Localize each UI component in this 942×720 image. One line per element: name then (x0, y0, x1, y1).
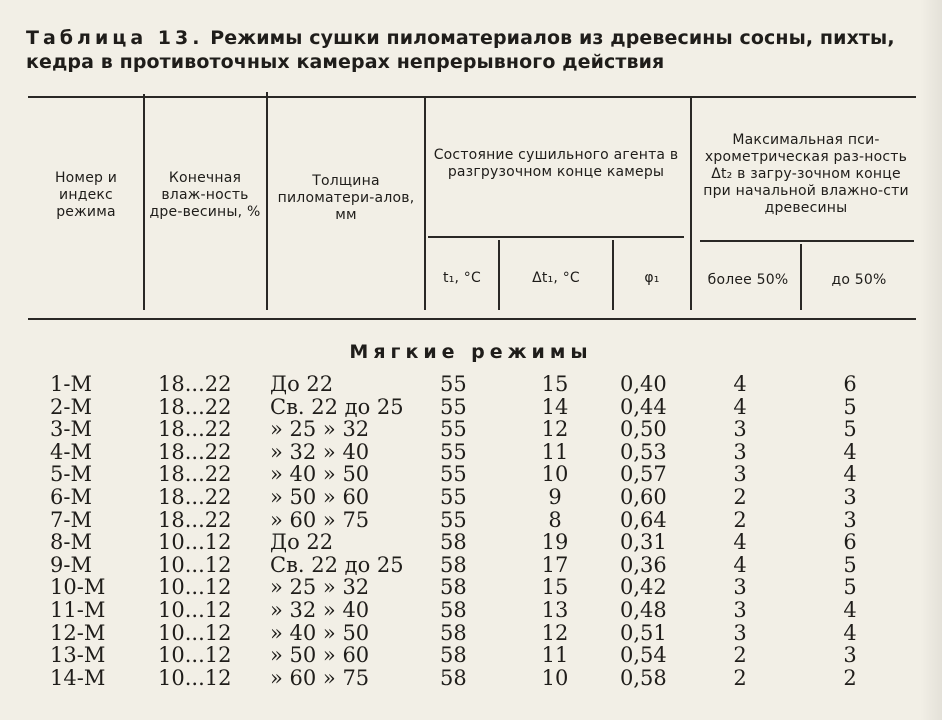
table-title-label: Таблица 13. (26, 27, 204, 49)
cell-regime: 8-М (50, 530, 92, 555)
cell-moisture: 18...22 (158, 394, 232, 419)
cell-regime: 10-М (50, 575, 106, 600)
cell-dt1: 10 (541, 665, 569, 690)
cell-phi: 0,31 (620, 530, 667, 555)
cell-regime: 1-М (50, 372, 92, 396)
cell-moisture: 10...12 (158, 643, 232, 668)
cell-dt1: 10 (541, 462, 569, 487)
cell-thickness: » 25 » 32 (270, 575, 370, 600)
cell-t1: 58 (440, 530, 467, 555)
table-row (0, 554, 942, 577)
cell-phi: 0,60 (620, 484, 667, 509)
cell-max-more50: 2 (733, 665, 747, 690)
cell-phi: 0,57 (620, 462, 667, 487)
header-bottom-rule (28, 318, 916, 320)
cell-dt1: 17 (541, 552, 569, 577)
col-sep-5 (612, 240, 614, 310)
cell-moisture: 10...12 (158, 552, 232, 577)
table-row (0, 531, 942, 554)
cell-t1: 55 (440, 484, 467, 509)
table-row (0, 486, 942, 509)
table-title-text: Режимы сушки пиломатериалов из древесины сосны, пихты, кедра в противоточных камерах непрерывного действия (26, 27, 895, 73)
cell-regime: 13-М (50, 643, 106, 668)
header-more-50: более 50% (707, 271, 789, 288)
cell-max-more50: 4 (733, 394, 747, 419)
cell-dt1: 15 (541, 372, 569, 396)
cell-max-more50: 4 (733, 372, 747, 396)
cell-regime: 5-М (50, 462, 92, 487)
table-row (0, 509, 942, 532)
table-row (0, 396, 942, 419)
cell-t1: 55 (440, 439, 467, 464)
cell-thickness: » 40 » 50 (270, 620, 370, 645)
col-sep-4 (498, 240, 500, 310)
cell-thickness: » 32 » 40 (270, 439, 370, 464)
cell-max-upto50: 4 (843, 597, 857, 622)
cell-max-more50: 3 (733, 597, 747, 622)
table-row (0, 644, 942, 667)
header-t1: t₁, °C (443, 269, 481, 286)
col-sep-3 (424, 96, 426, 310)
table-title (26, 26, 926, 74)
cell-max-upto50: 3 (843, 484, 857, 509)
cell-t1: 58 (440, 620, 467, 645)
col-sep-7 (800, 244, 802, 310)
cell-max-more50: 2 (733, 484, 747, 509)
agent-group-rule (428, 236, 684, 238)
header-moisture: Конечная влаж-ность дре-весины, % (149, 169, 261, 220)
cell-t1: 55 (440, 394, 467, 419)
cell-phi: 0,50 (620, 417, 667, 442)
col-sep-2 (266, 92, 268, 310)
cell-thickness: » 32 » 40 (270, 597, 370, 622)
cell-dt1: 14 (541, 394, 569, 419)
cell-max-upto50: 2 (843, 665, 857, 690)
section-title: Мягкие режимы (349, 341, 593, 363)
cell-dt1: 12 (541, 620, 569, 645)
cell-t1: 58 (440, 597, 467, 622)
cell-max-more50: 3 (733, 417, 747, 442)
header-phi1: φ₁ (644, 269, 660, 286)
cell-max-upto50: 3 (843, 643, 857, 668)
table-row (0, 418, 942, 441)
cell-dt1: 11 (541, 439, 569, 464)
cell-max-more50: 3 (733, 575, 747, 600)
cell-phi: 0,42 (620, 575, 667, 600)
header-max-group: Максимальная пси-хрометрическая раз-ность Δt₂ в загру-зочном конце при начальной влажно-сти древесины (703, 131, 909, 216)
cell-max-upto50: 5 (843, 552, 857, 577)
cell-dt1: 9 (548, 484, 562, 509)
cell-thickness: Св. 22 до 25 (270, 394, 404, 419)
header-upto-50: до 50% (831, 271, 887, 288)
cell-dt1: 11 (541, 643, 569, 668)
cell-max-upto50: 5 (843, 575, 857, 600)
cell-phi: 0,36 (620, 552, 667, 577)
cell-regime: 12-М (50, 620, 106, 645)
cell-t1: 55 (440, 462, 467, 487)
header-thickness: Толщина пиломатери-алов, мм (277, 172, 415, 223)
cell-regime: 14-М (50, 665, 106, 690)
cell-phi: 0,58 (620, 665, 667, 690)
cell-t1: 58 (440, 575, 467, 600)
table-body (0, 373, 942, 689)
cell-regime: 7-М (50, 507, 92, 532)
cell-moisture: 18...22 (158, 462, 232, 487)
cell-moisture: 18...22 (158, 439, 232, 464)
cell-max-more50: 3 (733, 620, 747, 645)
cell-phi: 0,64 (620, 507, 667, 532)
cell-moisture: 10...12 (158, 575, 232, 600)
table-row (0, 667, 942, 690)
cell-dt1: 13 (541, 597, 569, 622)
table-row (0, 622, 942, 645)
cell-thickness: » 50 » 60 (270, 643, 370, 668)
cell-t1: 58 (440, 552, 467, 577)
cell-phi: 0,48 (620, 597, 667, 622)
cell-max-more50: 3 (733, 462, 747, 487)
cell-t1: 58 (440, 665, 467, 690)
cell-t1: 55 (440, 372, 467, 396)
cell-max-upto50: 3 (843, 507, 857, 532)
cell-max-upto50: 4 (843, 620, 857, 645)
cell-moisture: 10...12 (158, 620, 232, 645)
table-row (0, 599, 942, 622)
header-top-rule (28, 96, 916, 98)
cell-phi: 0,53 (620, 439, 667, 464)
cell-thickness: До 22 (270, 530, 334, 555)
cell-max-more50: 4 (733, 530, 747, 555)
cell-max-more50: 4 (733, 552, 747, 577)
cell-max-upto50: 6 (843, 372, 857, 396)
cell-moisture: 10...12 (158, 665, 232, 690)
cell-max-upto50: 5 (843, 394, 857, 419)
cell-max-more50: 3 (733, 439, 747, 464)
cell-regime: 11-М (50, 597, 106, 622)
cell-thickness: » 60 » 75 (270, 507, 370, 532)
cell-phi: 0,44 (620, 394, 667, 419)
page-edge-shade (920, 0, 942, 720)
cell-phi: 0,40 (620, 372, 667, 396)
cell-dt1: 19 (541, 530, 569, 555)
cell-thickness: До 22 (270, 372, 334, 396)
header-dt1: Δt₁, °C (532, 269, 580, 286)
cell-moisture: 18...22 (158, 372, 232, 396)
cell-max-upto50: 4 (843, 462, 857, 487)
cell-max-more50: 2 (733, 507, 747, 532)
table-row (0, 463, 942, 486)
cell-moisture: 18...22 (158, 417, 232, 442)
cell-regime: 3-М (50, 417, 92, 442)
cell-max-more50: 2 (733, 643, 747, 668)
cell-t1: 55 (440, 417, 467, 442)
cell-max-upto50: 4 (843, 439, 857, 464)
table-row (0, 441, 942, 464)
cell-moisture: 10...12 (158, 597, 232, 622)
cell-thickness: » 60 » 75 (270, 665, 370, 690)
cell-moisture: 18...22 (158, 507, 232, 532)
cell-max-upto50: 5 (843, 417, 857, 442)
cell-thickness: » 40 » 50 (270, 462, 370, 487)
cell-regime: 2-М (50, 394, 92, 419)
table-row (0, 373, 942, 396)
cell-dt1: 8 (548, 507, 562, 532)
cell-moisture: 18...22 (158, 484, 232, 509)
cell-moisture: 10...12 (158, 530, 232, 555)
max-group-rule (700, 240, 914, 242)
col-sep-6 (690, 98, 692, 310)
header-regime: Номер и индекс режима (54, 169, 118, 220)
cell-t1: 55 (440, 507, 467, 532)
col-sep-1 (143, 94, 145, 310)
cell-dt1: 12 (541, 417, 569, 442)
cell-regime: 9-М (50, 552, 92, 577)
table-row (0, 576, 942, 599)
cell-regime: 4-М (50, 439, 92, 464)
cell-t1: 58 (440, 643, 467, 668)
cell-max-upto50: 6 (843, 530, 857, 555)
cell-thickness: Св. 22 до 25 (270, 552, 404, 577)
cell-phi: 0,51 (620, 620, 667, 645)
cell-phi: 0,54 (620, 643, 667, 668)
header-agent-group: Состояние сушильного агента в разгрузочном конце камеры (433, 147, 679, 180)
cell-thickness: » 25 » 32 (270, 417, 370, 442)
cell-regime: 6-М (50, 484, 92, 509)
cell-dt1: 15 (541, 575, 569, 600)
cell-thickness: » 50 » 60 (270, 484, 370, 509)
